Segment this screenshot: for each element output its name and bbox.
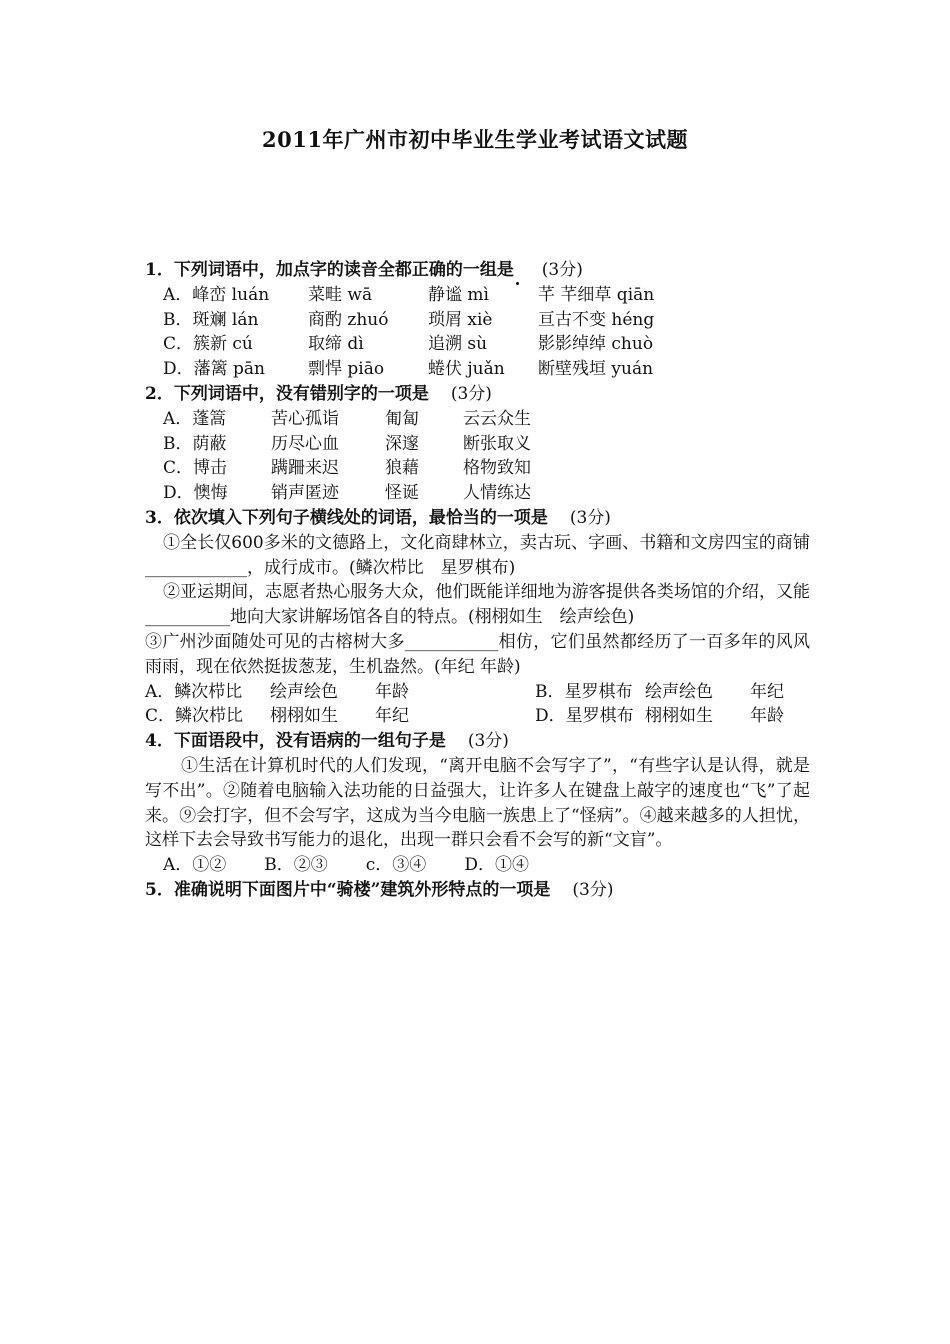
option-cell: C．博击 xyxy=(163,458,228,479)
question-4-score: (3分) xyxy=(467,731,509,752)
question-3-text: 3．依次填入下列句子横线处的词语，最恰当的一项是 xyxy=(145,507,548,528)
option-cell: C．鳞次栉比 xyxy=(145,706,244,727)
option-cell: 怪诞 xyxy=(385,483,419,504)
question-4-passage: ①生活在计算机时代的人们发现，“离开电脑不会写字了”，“有些字认是认得，就是写不出”。②随着电脑输入法功能的日益强大，让许多人在键盘上敲字的速度也“飞”了起来。⑨会打字，但不会写字，这成为当今电脑一族患上了“怪病”。④越来越多的人担忧，这样下去会导致书写能力的退化，出现一群只会看不会写的新“文盲”。 xyxy=(145,755,810,851)
question-3-sentence-3: ③广州沙面随处可见的古榕树大多___________相仿，它们虽然都经历了一百多年的风风雨雨，现在依然挺拔葱茏，生机盎然。(年纪 年龄) xyxy=(145,631,810,677)
question-3-options-ab xyxy=(145,680,810,705)
option-cell: 年纪 xyxy=(375,706,409,727)
option-cell: A．蓬篙 xyxy=(163,408,227,429)
question-5-stem xyxy=(145,878,810,903)
option-cell: 商酌 zhuó xyxy=(308,309,389,330)
option-cell: D．星罗棋布 xyxy=(535,706,634,727)
question-3-options-cd xyxy=(145,704,810,729)
option-cell: D．藩篱 pān xyxy=(163,359,265,380)
option-cell: D．懊悔 xyxy=(163,483,228,504)
option-cell: B．②③ xyxy=(264,855,328,876)
option-cell: 绘声绘色 xyxy=(645,681,713,702)
option-cell: B．荫蔽 xyxy=(163,433,227,454)
question-3-sentence-1: ①全长仅600多米的文德路上，文化商肆林立，卖古玩、字画、书籍和文房四宝的商铺____________，成行成市。(鳞次栉比 星罗棋布) xyxy=(145,532,810,578)
option-cell: 栩栩如生 xyxy=(645,706,713,727)
option-cell: 蜷伏 juǎn xyxy=(428,359,505,380)
option-cell: 匍匐 xyxy=(385,408,419,429)
question-2-option-c xyxy=(145,456,810,481)
question-1-score: (3分) xyxy=(541,260,583,280)
option-cell: 狼藉 xyxy=(385,458,419,479)
option-cell: 亘古不变 héng xyxy=(538,309,655,330)
question-2-score: (3分) xyxy=(450,383,492,404)
option-cell: A．峰峦 luán xyxy=(163,284,270,305)
question-3-stem xyxy=(145,506,810,531)
option-cell: A．鳞次栉比 xyxy=(145,681,243,702)
option-cell: 取缔 dì xyxy=(308,334,364,355)
option-cell: B．斑斓 lán xyxy=(163,309,259,330)
emphasis-dot xyxy=(514,260,520,280)
option-cell: 苦心孤诣 xyxy=(271,408,339,429)
question-1-option-a xyxy=(145,283,810,308)
option-cell: 历尽心血 xyxy=(271,433,339,454)
exam-content xyxy=(145,258,810,903)
question-1-text: 1．下列词语中，加点字的读音全都正确的一组是 xyxy=(145,260,514,280)
option-cell: 年龄 xyxy=(750,706,784,727)
option-cell: 销声匿迹 xyxy=(271,483,339,504)
option-cell: 静谧 mì xyxy=(428,284,489,305)
question-3-sentence-2: ②亚运期间，志愿者热心服务大众，他们既能详细地为游客提供各类场馆的介绍，又能__________地向大家讲解场馆各自的特点。(栩栩如生 绘声绘色) xyxy=(145,582,810,628)
option-cell: 人情练达 xyxy=(463,483,531,504)
question-1-option-b xyxy=(145,308,810,333)
option-cell: 影影绰绰 chuò xyxy=(538,334,654,355)
question-2-text: 2．下列词语中，没有错别字的一项是 xyxy=(145,383,429,404)
question-1-stem xyxy=(145,258,810,283)
option-cell: 深邃 xyxy=(385,433,419,454)
question-2-option-d xyxy=(145,481,810,506)
question-2-option-b xyxy=(145,432,810,457)
question-4-options xyxy=(145,853,810,878)
option-cell: 云云众生 xyxy=(463,408,531,429)
question-4-stem xyxy=(145,729,810,754)
question-5-text: 5．准确说明下面图片中“骑楼”建筑外形特点的一项是 xyxy=(145,879,551,900)
option-cell: C．簇新 cú xyxy=(163,334,253,355)
option-cell: 年纪 xyxy=(750,681,784,702)
option-cell: D．①④ xyxy=(464,855,529,876)
option-cell: 断壁残垣 yuán xyxy=(538,359,654,380)
option-cell: 绘声绘色 xyxy=(270,681,338,702)
question-3-score: (3分) xyxy=(569,507,611,528)
option-cell: 芊 芊细草 qiān xyxy=(538,284,655,305)
option-cell: 菜畦 wā xyxy=(308,284,373,305)
question-5-score: (3分) xyxy=(572,879,614,900)
question-1-option-c xyxy=(145,332,810,357)
question-2-stem xyxy=(145,382,810,407)
option-cell: 蹒跚来迟 xyxy=(271,458,339,479)
page-title: 2011年广州市初中毕业生学业考试语文试题 xyxy=(262,127,688,152)
option-cell: 剽悍 piāo xyxy=(308,359,385,380)
option-cell: 琐屑 xiè xyxy=(428,309,493,330)
option-cell: A．①② xyxy=(163,855,227,876)
option-cell: 断张取义 xyxy=(463,433,531,454)
option-cell: B．星罗棋布 xyxy=(535,681,633,702)
question-1-option-d xyxy=(145,357,810,382)
option-cell: 年龄 xyxy=(375,681,409,702)
option-cell: 追溯 sù xyxy=(428,334,488,355)
option-cell: c．③④ xyxy=(365,855,427,876)
option-cell: 栩栩如生 xyxy=(270,706,338,727)
option-cell: 格物致知 xyxy=(463,458,531,479)
question-2-option-a xyxy=(145,407,810,432)
question-4-text: 4．下面语段中，没有语病的一组句子是 xyxy=(145,731,446,752)
